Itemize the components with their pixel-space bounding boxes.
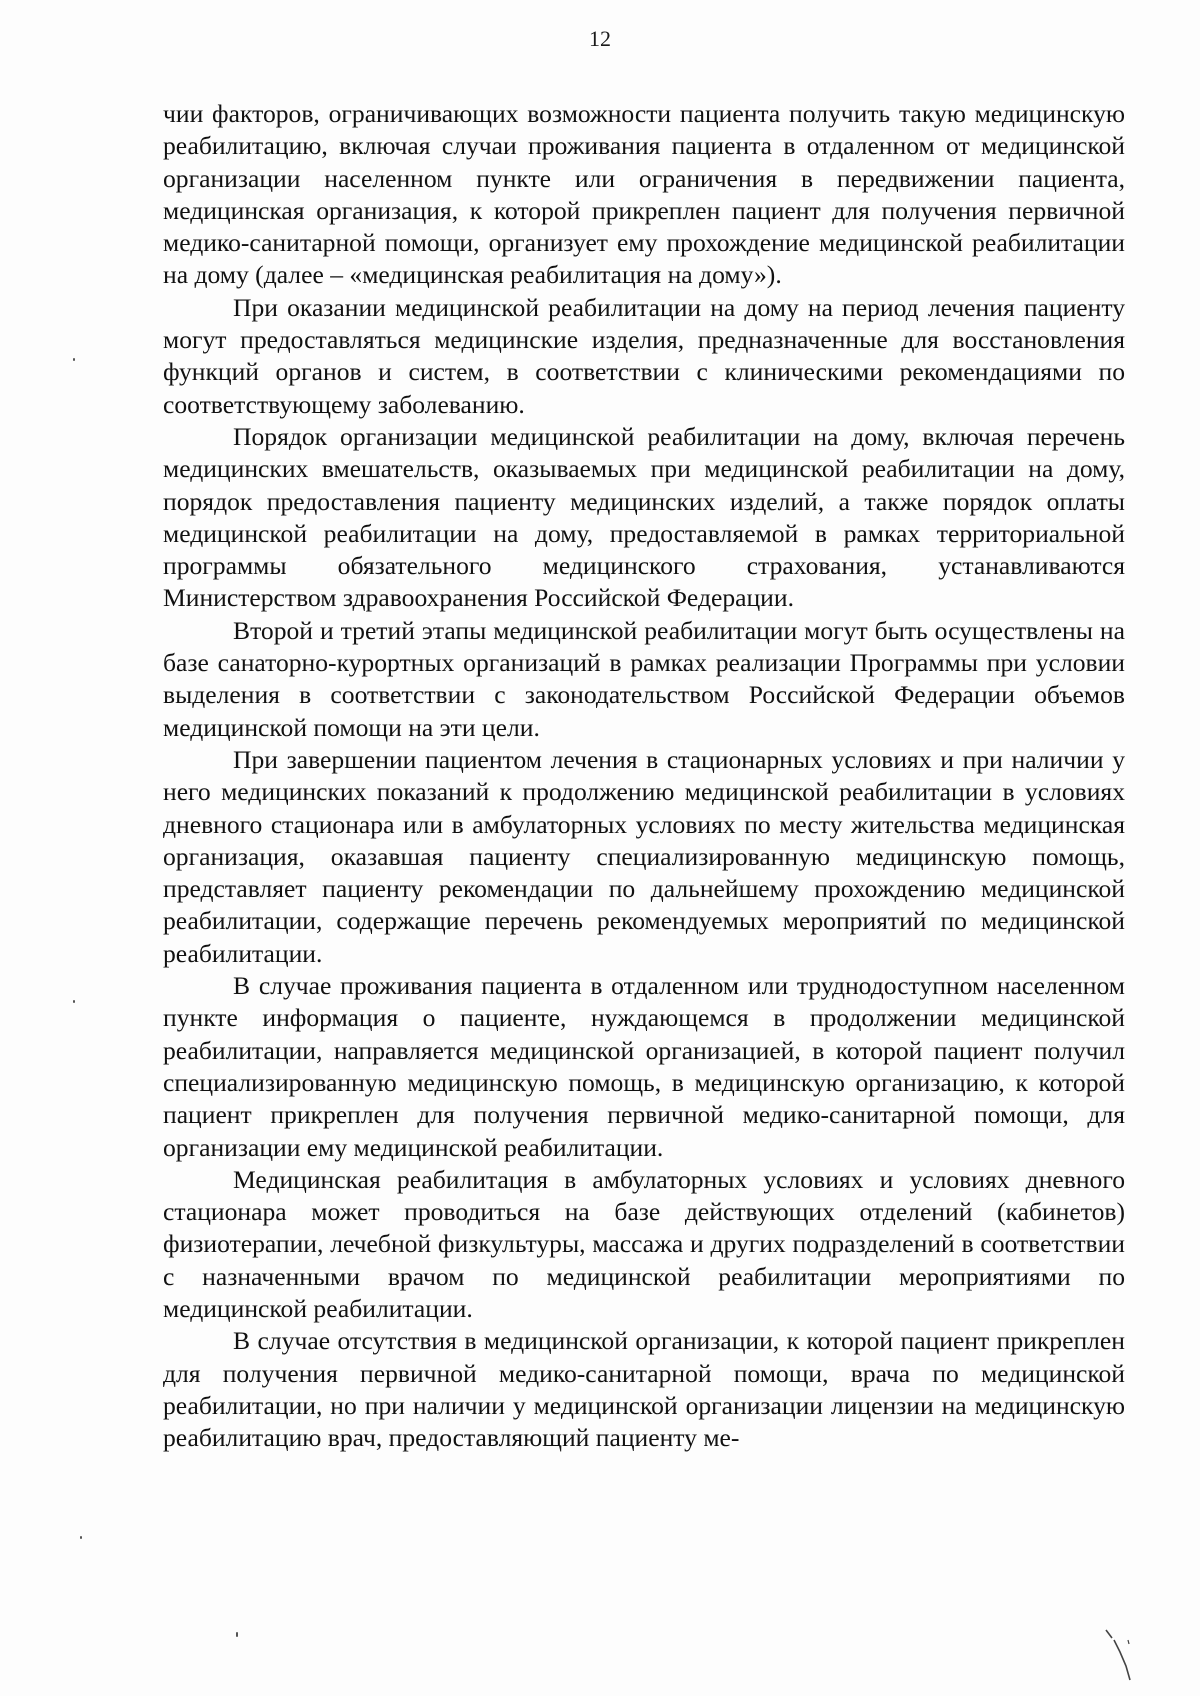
paragraph-home-rehab-procedure: Порядок организации медицинской реабилитации на дому, включая перечень медицинских вмешательств, оказываемых при медицинской реабилитации на дому, порядок предоставления пациенту медицинских изделий, а также порядок оплаты медицинской реабилитации на дому, предоставляемой в рамках территориальной программы обязательного медицинского страхования, устанавливаются Министерством здравоохранения Российской Федерации. [163, 421, 1125, 613]
paragraph-remote-residence: В случае проживания пациента в отдаленном или труднодоступном населенном пункте информация о пациенте, нуждающемся в продолжении медицинской реабилитации, направляется медицинской организацией, в которой пациент получил специализированную медицинскую помощь, в медицинскую организацию, к которой пациент прикреплен для получения первичной медико-санитарной помощи, для организации ему медицинской реабилитации. [163, 971, 1125, 1162]
paragraph-sanatorium-stages: Второй и третий этапы медицинской реабилитации могут быть осуществлены на базе санаторно-курортных организаций в рамках реализации Программы при условии выделения в соответствии с законодательством Российской Федерации объемов медицинской помощи на эти цели. [163, 615, 1125, 742]
scan-dot [236, 1632, 238, 1637]
paragraph-continuation: чии факторов, ограничивающих возможности пациента получить такую медицинскую реабилитацию, включая случаи проживания пациента в отдаленном от медицинской организации населенном пункте или ограничения в передвижении пациента, медицинская организация, к которой прикреплен пациент для получения первичной медико-санитарной помощи, организует ему прохождение медицинской реабилитации на дому (далее – «медицинская реабилитация на дому»). [163, 99, 1125, 290]
paragraph-absent-physician: В случае отсутствия в медицинской организации, к которой пациент прикреплен для получения первичной медико-санитарной помощи, врача по медицинской реабилитации, но при наличии у медицинской организации лицензии на медицинскую реабилитацию врач, предоставляющий пациенту ме- [163, 1326, 1125, 1453]
scan-corner-mark [1098, 1626, 1138, 1682]
page-number: 12 [589, 26, 611, 51]
paragraph-medical-devices: При оказании медицинской реабилитации на дому на период лечения пациенту могут предоставляться медицинские изделия, предназначенные для восстановления функций органов и систем, в соответствии с клиническими рекомендациями по соответствующему заболеванию. [163, 292, 1125, 419]
scan-dot [73, 358, 75, 361]
document-body [163, 98, 1125, 1454]
scan-dot [73, 1000, 75, 1003]
scan-dot [80, 1536, 82, 1539]
paragraph-outpatient-rehab: Медицинская реабилитация в амбулаторных условиях и условиях дневного стационара может проводиться на базе действующих отделений (кабинетов) физиотерапии, лечебной физкультуры, массажа и других подразделений в соответствии с назначенными врачом по медицинской реабилитации мероприятиями по медицинской реабилитации. [163, 1164, 1125, 1323]
paragraph-discharge-recommendations: При завершении пациентом лечения в стационарных условиях и при наличии у него медицинских показаний к продолжению медицинской реабилитации в условиях дневного стационара или в амбулаторных условиях по месту жительства медицинская организация, оказавшая пациенту специализированную медицинскую помощь, представляет пациенту рекомендации по дальнейшему прохождению медицинской реабилитации, содержащие перечень рекомендуемых мероприятий по медицинской реабилитации. [163, 744, 1125, 968]
